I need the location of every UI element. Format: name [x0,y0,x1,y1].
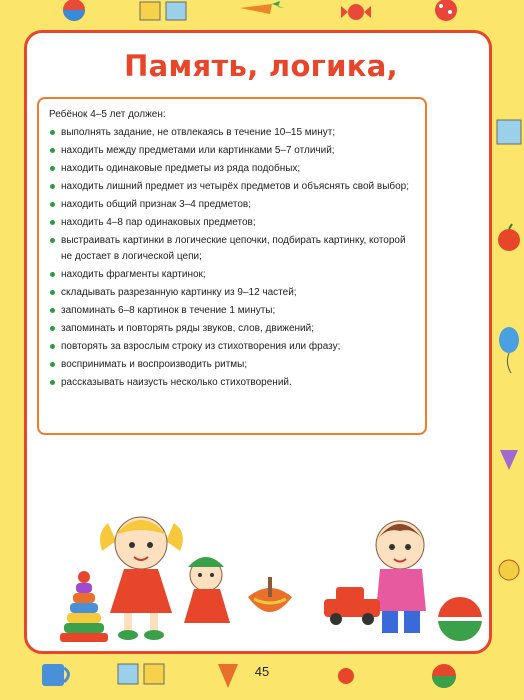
bullet-icon [50,184,55,189]
bullet-icon [50,220,55,225]
bullet-icon [50,290,55,295]
girl-figure [100,517,183,640]
bullet-icon [50,380,55,385]
spinning-top-icon [248,577,292,612]
children-toys-illustration [24,505,492,645]
right-toy-strip [494,30,524,650]
pyramid-toy-icon [60,571,108,642]
requirements-box [37,97,427,435]
bullet-icon [50,202,55,207]
list-item: находить общий признак 3–4 предметов; [49,197,415,213]
list-item: находить одинаковые предметы из ряда подобных; [49,161,415,177]
list-item: повторять за взрослым строку из стихотворения или фразу; [49,339,415,355]
list-item: складывать разрезанную картинку из 9–12 частей; [49,285,415,301]
list-item: запоминать 6–8 картинок в течение 1 минуты; [49,303,415,319]
bullet-icon [50,362,55,367]
carrot-icon [240,1,284,14]
candy-icon [341,4,371,20]
toy-car-icon [324,587,380,625]
list-item: находить лишний предмет из четырёх предметов и объяснять свой выбор; [49,179,415,195]
apple-icon [498,224,520,251]
bullet-icon [50,130,55,135]
boy-figure [376,521,426,633]
list-item: находить 4–8 пар одинаковых предметов; [49,215,415,231]
doll-icon [184,557,230,623]
ball-icon [435,0,457,21]
top-toy-strip [0,0,524,30]
bullet-icon [50,238,55,243]
list-item: запоминать и повторять ряды звуков, слов, движений; [49,321,415,337]
ball-icon [438,597,482,641]
bullet-icon [50,272,55,277]
list-item: выполнять задание, не отвлекаясь в течение 10–15 минут; [49,125,415,141]
letter-block-icon [140,2,186,20]
bullet-icon [50,326,55,331]
list-item: находить фрагменты картинок; [49,267,415,283]
bullet-icon [50,148,55,153]
list-item: находить между предметами или картинками 5–7 отличий; [49,143,415,159]
ball-icon [63,0,85,21]
bullet-icon [50,166,55,171]
bullet-icon [50,308,55,313]
requirements-intro: Ребёнок 4–5 лет должен: [49,109,166,120]
requirements-list [49,125,415,391]
bullet-icon [50,344,55,349]
page-title-line-1: Память, логика, [124,49,398,83]
list-item: выстраивать картинки в логические цепочки, подбирать картинку, которой не достает в логической цепи; [49,233,415,265]
balloon-icon [499,327,519,373]
page-number: 45 [254,664,270,679]
list-item: рассказывать наизусть несколько стихотворений. [49,375,415,391]
list-item: воспринимать и воспроизводить ритмы; [49,357,415,373]
